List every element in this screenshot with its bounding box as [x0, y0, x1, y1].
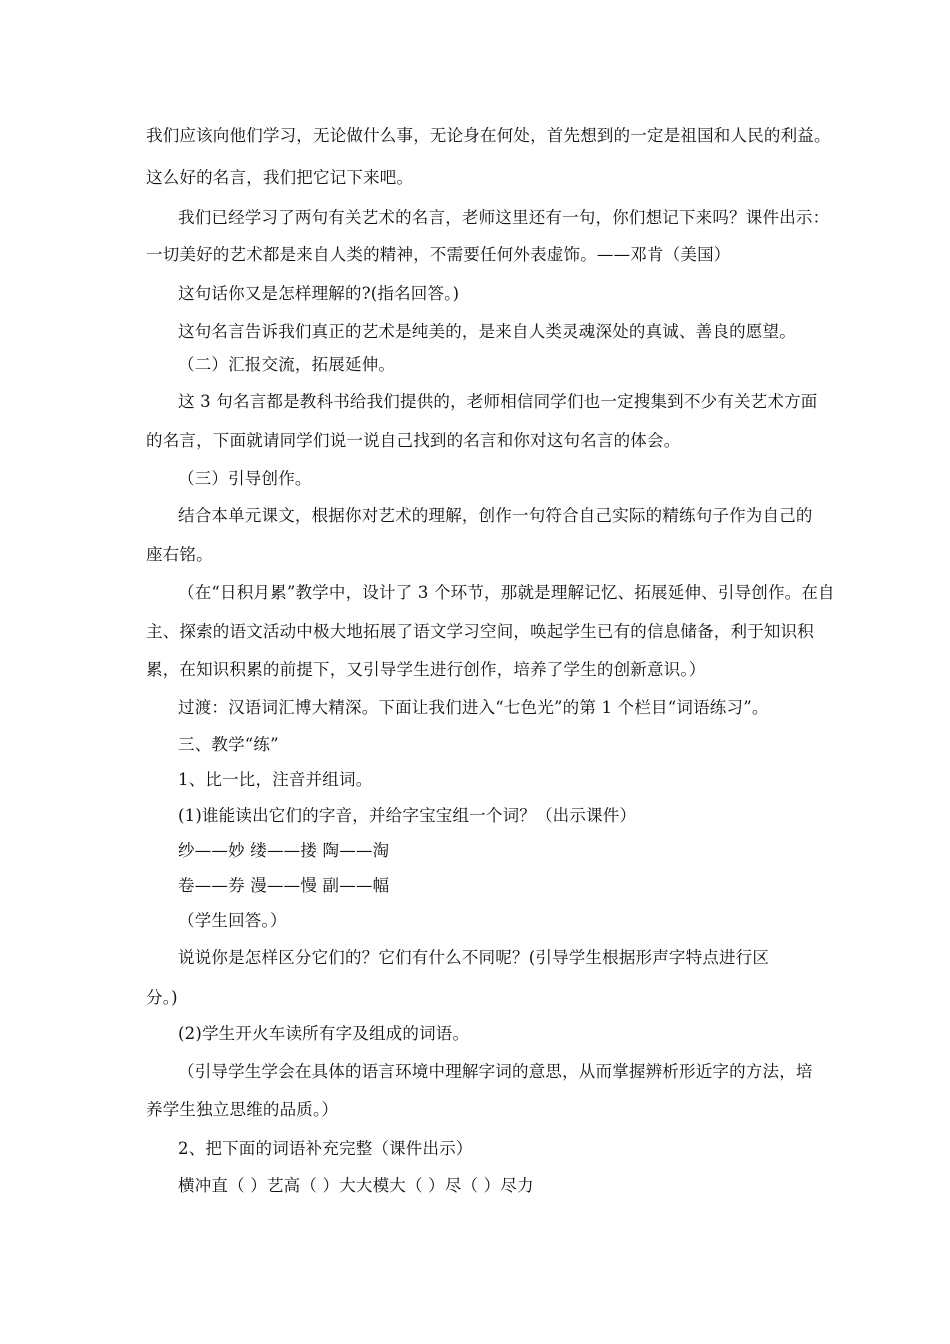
paragraph-line-23: 说说你是怎样区分它们的？它们有什么不同呢？(引导学生根据形声字特点进行区	[178, 948, 770, 967]
paragraph-line-27: 养学生独立思维的品质。）	[146, 1100, 339, 1119]
paragraph-line-1: 我们应该向他们学习，无论做什么事，无论身在何处，首先想到的一定是祖国和人民的利益。	[146, 126, 831, 145]
paragraph-line-9: 的名言，下面就请同学们说一说自己找到的名言和你对这句名言的体会。	[146, 431, 681, 450]
paragraph-line-14: 主、探索的语文活动中极大地拓展了语文学习空间，唤起学生已有的信息储备，利于知识积	[146, 622, 814, 641]
section-heading-3: （三）引导创作。	[178, 469, 312, 488]
paragraph-line-5: 这句话你又是怎样理解的?(指名回答。)	[178, 284, 460, 303]
paragraph-line-6: 这句名言告诉我们真正的艺术是纯美的，是来自人类灵魂深处的真诚、善良的愿望。	[178, 322, 796, 341]
exercise-heading-1: 1、比一比，注音并组词。	[178, 770, 373, 789]
paragraph-line-8: 这 3 句名言都是教科书给我们提供的，老师相信同学们也一定搜集到不少有关艺术方面	[178, 392, 818, 411]
word-pairs-row-2: 卷——券 漫——慢 副——幅	[178, 876, 390, 895]
quote-line: 一切美好的艺术都是来自人类的精神，不需要任何外表虚饰。——邓肯（美国）	[146, 245, 731, 264]
paragraph-line-24: 分。)	[146, 988, 178, 1007]
paragraph-line-16: 过渡：汉语词汇博大精深。下面让我们进入“七色光”的第 1 个栏目“词语练习”。	[178, 698, 769, 717]
paragraph-line-13: （在“日积月累”教学中，设计了 3 个环节，那就是理解记忆、拓展延伸、引导创作。在自	[178, 583, 835, 602]
paragraph-line-15: 累，在知识积累的前提下，又引导学生进行创作，培养了学生的创新意识。）	[146, 660, 706, 679]
word-pairs-row-1: 纱——妙 缕——搂 陶——淘	[178, 841, 390, 860]
exercise-heading-2: 2、把下面的词语补充完整（课件出示）	[178, 1139, 473, 1158]
paragraph-line-3: 我们已经学习了两句有关艺术的名言，老师这里还有一句，你们想记下来吗？课件出示：	[178, 208, 830, 227]
section-heading-practice: 三、教学“练”	[178, 735, 279, 754]
fill-in-words-line: 横冲直（ ）艺高（ ）大大模大（ ）尽（ ）尽力	[178, 1176, 534, 1195]
paragraph-line-12: 座右铭。	[146, 545, 213, 564]
paragraph-line-2: 这么好的名言，我们把它记下来吧。	[146, 168, 414, 187]
paragraph-line-11: 结合本单元课文，根据你对艺术的理解，创作一句符合自己实际的精练句子作为自己的	[178, 506, 813, 525]
student-answer-note: （学生回答。）	[178, 911, 287, 930]
exercise-question-1: (1)谁能读出它们的字音，并给字宝宝组一个词？（出示课件）	[178, 806, 637, 825]
section-heading-2: （二）汇报交流，拓展延伸。	[178, 355, 396, 374]
exercise-question-2: (2)学生开火车读所有字及组成的词语。	[178, 1024, 470, 1043]
paragraph-line-26: （引导学生学会在具体的语言环境中理解字词的意思，从而掌握辨析形近字的方法，培	[178, 1062, 813, 1081]
